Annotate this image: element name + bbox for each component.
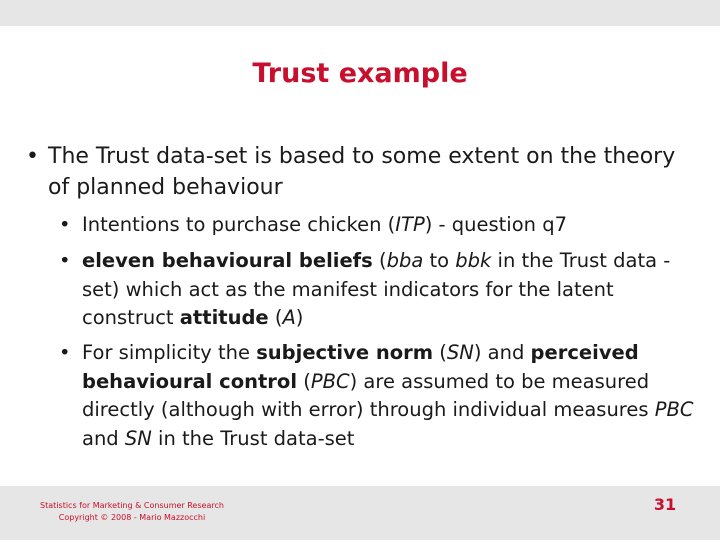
- slide-title: Trust example: [252, 58, 468, 89]
- sub-bullet-1: [82, 211, 702, 240]
- bullet-icon: •: [59, 249, 71, 272]
- symbol: SN: [446, 341, 474, 364]
- term: attitude: [179, 306, 269, 329]
- symbol: bba: [386, 249, 424, 272]
- text: (: [372, 249, 387, 272]
- text: and: [82, 426, 125, 450]
- text: For simplicity the: [82, 341, 257, 364]
- text: ) - question q7: [424, 213, 567, 236]
- text: to: [423, 249, 456, 272]
- text: (: [268, 306, 283, 329]
- term: eleven behavioural beliefs: [82, 249, 373, 272]
- sub-bullet-2: [82, 247, 702, 333]
- sub-bullet-3: [82, 339, 702, 453]
- text: ): [295, 306, 304, 329]
- text: ) are assumed to be measured directly (although with error) through individual measures: [82, 369, 655, 421]
- term: perceived behavioural control: [82, 341, 639, 393]
- text: (: [433, 341, 447, 364]
- top-bar: [0, 0, 720, 26]
- footer-line-1: Statistics for Marketing & Consumer Research: [40, 501, 224, 510]
- text: in the Trust data -set) which act as the manifest indicators for the latent construct: [82, 249, 671, 329]
- symbol: A: [282, 306, 296, 329]
- symbol: bbk: [455, 249, 492, 272]
- footer-credit: [32, 500, 232, 524]
- main-bullet-text: The Trust data-set is based to some extent on the theory of planned behaviour: [48, 144, 676, 200]
- text: (: [297, 369, 311, 393]
- symbol: PBC: [654, 398, 694, 421]
- symbol: SN: [124, 426, 152, 450]
- text: Intentions to purchase chicken (: [82, 213, 396, 236]
- term: subjective norm: [256, 341, 434, 364]
- symbol: PBC: [310, 369, 350, 393]
- bullet-icon: •: [26, 144, 39, 169]
- text: ) and: [473, 341, 531, 364]
- page-number: 31: [653, 495, 677, 514]
- footer-line-2: Copyright © 2008 - Mario Mazzocchi: [58, 513, 206, 522]
- itp-symbol: ITP: [395, 213, 425, 236]
- text: in the Trust data-set: [151, 426, 355, 450]
- bullet-icon: •: [59, 213, 71, 236]
- bullet-icon: •: [59, 341, 71, 364]
